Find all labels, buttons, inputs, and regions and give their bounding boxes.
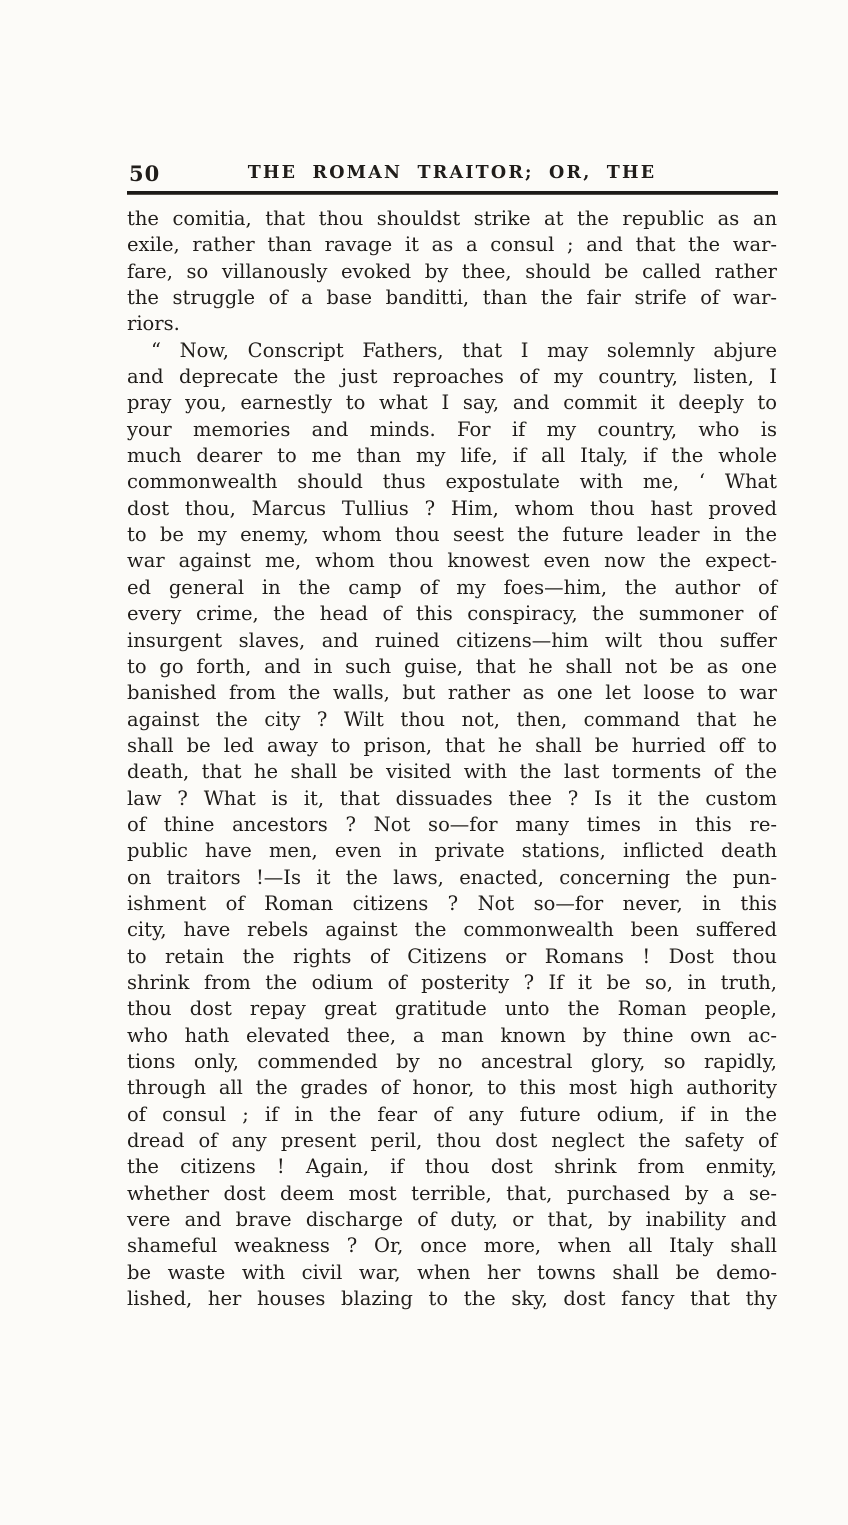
text-line: much dearer to me than my life, if all Italy, if the whole	[127, 444, 777, 468]
page-body	[127, 206, 777, 1312]
page-number: 50	[129, 161, 161, 186]
text-line: whether dost deem most terrible, that, purchased by a se-	[127, 1181, 777, 1205]
text-line: fare, so villanously evoked by thee, should be called rather	[127, 259, 777, 283]
text-line: your memories and minds. For if my country, who is	[127, 417, 777, 441]
text-line: who hath elevated thee, a man known by thine own ac-	[127, 1023, 777, 1047]
text-line: and deprecate the just reproaches of my country, listen, I	[127, 365, 777, 389]
text-line: of consul ; if in the fear of any future odium, if in the	[127, 1102, 777, 1126]
text-line: exile, rather than ravage it as a consul ; and that the war-	[127, 233, 777, 257]
text-line: shameful weakness ? Or, once more, when all Italy shall	[127, 1234, 777, 1258]
text-line: to go forth, and in such guise, that he shall not be as one	[127, 654, 777, 678]
text-line: be waste with civil war, when her towns shall be demo-	[127, 1260, 777, 1284]
text-line: to be my enemy, whom thou seest the future leader in the	[127, 523, 777, 547]
text-line: banished from the walls, but rather as one let loose to war	[127, 681, 777, 705]
text-line: the struggle of a base banditti, than the fair strife of war-	[127, 286, 777, 310]
text-line: city, have rebels against the commonwealth been suffered	[127, 918, 777, 942]
page-header	[127, 160, 777, 190]
text-line: commonwealth should thus expostulate with me, ‘ What	[127, 470, 777, 494]
text-line: the comitia, that thou shouldst strike at the republic as an	[127, 207, 777, 230]
text-line: shall be led away to prison, that he shall be hurried off to	[127, 733, 777, 757]
text-line: law ? What is it, that dissuades thee ? Is it the custom	[127, 786, 777, 810]
text-line: dost thou, Marcus Tullius ? Him, whom thou hast proved	[127, 496, 777, 520]
text-line: against the city ? Wilt thou not, then, command that he	[127, 707, 777, 731]
text-line: war against me, whom thou knowest even now the expect-	[127, 549, 777, 573]
text-line: riors.	[127, 312, 180, 336]
text-line: to retain the rights of Citizens or Romans ! Dost thou	[127, 944, 777, 968]
running-header-title: THE ROMAN TRAITOR; OR, THE	[247, 163, 657, 183]
text-line: lished, her houses blazing to the sky, dost fancy that thy	[127, 1287, 777, 1311]
text-line: vere and brave discharge of duty, or that, by inability and	[127, 1208, 777, 1232]
text-line: public have men, even in private stations, inflicted death	[127, 839, 777, 863]
text-line: pray you, earnestly to what I say, and commit it deeply to	[127, 391, 777, 415]
text-line: of thine ancestors ? Not so—for many times in this re-	[127, 812, 777, 836]
header-rule	[127, 191, 778, 195]
text-line: “ Now, Conscript Fathers, that I may solemnly abjure	[151, 338, 777, 362]
text-line: shrink from the odium of posterity ? If it be so, in truth,	[127, 970, 777, 994]
text-line: on traitors !—Is it the laws, enacted, concerning the pun-	[127, 865, 777, 889]
text-line: thou dost repay great gratitude unto the Roman people,	[127, 997, 777, 1021]
text-line: death, that he shall be visited with the last torments of the	[127, 760, 777, 784]
text-line: the citizens ! Again, if thou dost shrink from enmity,	[127, 1155, 777, 1179]
text-line: every crime, the head of this conspiracy, the summoner of	[127, 602, 777, 626]
text-line: tions only, commended by no ancestral glory, so rapidly,	[127, 1050, 777, 1073]
text-line: ed general in the camp of my foes—him, the author of	[127, 575, 777, 599]
text-line: insurgent slaves, and ruined citizens—him wilt thou suffer	[127, 628, 777, 652]
text-line: dread of any present peril, thou dost neglect the safety of	[127, 1129, 777, 1153]
text-line: through all the grades of honor, to this most high authority	[127, 1076, 777, 1100]
text-line: ishment of Roman citizens ? Not so—for never, in this	[127, 891, 777, 915]
